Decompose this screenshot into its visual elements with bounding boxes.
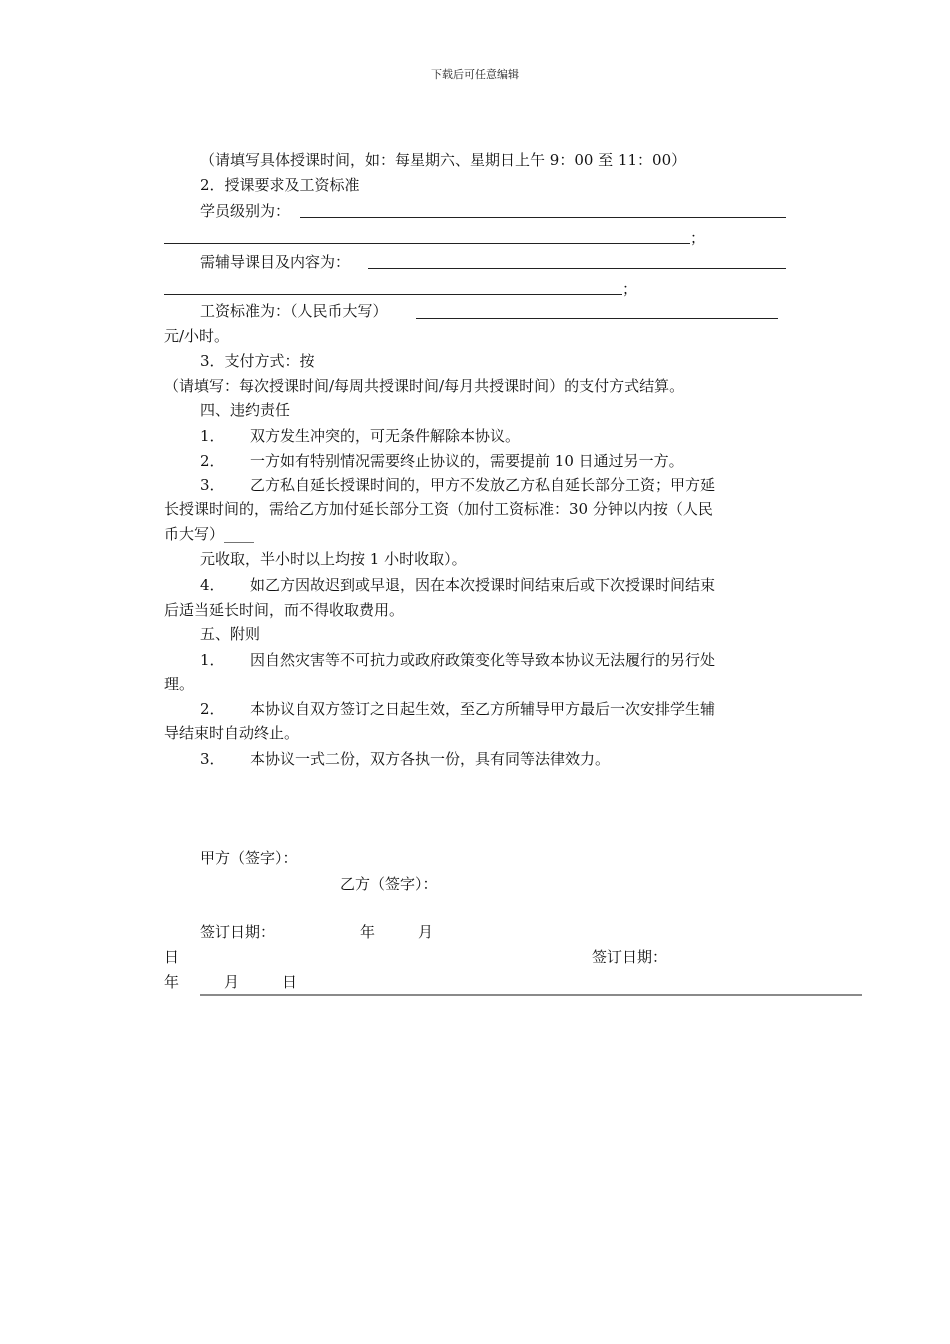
semicolon: ； <box>690 229 706 247</box>
party-b-signature: 乙方（签字）： <box>340 875 438 893</box>
student-level-label: 学员级别为： <box>200 202 291 220</box>
payment-note: （请填写：每次授课时间/每周共授课时间/每月共授课时间）的支付方式结算。 <box>164 377 685 395</box>
clause-5-3: 本协议一式二份，双方各执一份，具有同等法律效力。 <box>250 750 611 768</box>
page-header: 下载后可任意编辑 <box>431 68 519 81</box>
payment-method: 3．支付方式：按 <box>200 352 315 370</box>
date-b-month: 月 <box>224 973 240 991</box>
clause-5-2-cont: 导结束时自动终止。 <box>164 724 300 742</box>
clause-4-2: 一方如有特别情况需要终止协议的，需要提前 10 日通过另一方。 <box>250 452 684 470</box>
date-a-year: 年 <box>360 923 376 941</box>
student-level-line-cont[interactable] <box>164 243 690 244</box>
clause-4-3: 乙方私自延长授课时间的，甲方不发放乙方私自延长部分工资；甲方延 <box>250 476 716 494</box>
clause-4-3-num: 3． <box>200 476 225 494</box>
date-a-label: 签订日期： <box>200 923 276 941</box>
clause-5-3-num: 3． <box>200 750 225 768</box>
wage-label: 工资标准为：（人民币大写） <box>200 302 388 320</box>
date-b-label: 签订日期： <box>592 948 668 966</box>
clause-4-4-cont: 后适当延长时间，而不得收取费用。 <box>164 601 405 619</box>
section-4-heading: 四、违约责任 <box>200 401 291 419</box>
party-a-signature: 甲方（签字）： <box>200 849 298 867</box>
date-a-month: 月 <box>418 923 434 941</box>
clause-5-1-num: 1． <box>200 651 225 669</box>
clause-5-2: 本协议自双方签订之日起生效，至乙方所辅导甲方最后一次安排学生辅 <box>250 700 716 718</box>
date-b-day: 日 <box>282 973 298 991</box>
subjects-label: 需辅导课目及内容为： <box>200 253 351 271</box>
wage-unit: 元/小时。 <box>164 327 230 345</box>
section-2-heading: 2．授课要求及工资标准 <box>200 176 360 194</box>
clause-4-1: 双方发生冲突的，可无条件解除本协议。 <box>250 427 521 445</box>
clause-5-1-cont: 理。 <box>164 675 195 693</box>
semicolon: ； <box>622 280 638 298</box>
clause-4-3-cont3: 元收取，半小时以上均按 1 小时收取）。 <box>200 550 467 568</box>
clause-5-1: 因自然灾害等不可抗力或政府政策变化等导致本协议无法履行的另行处 <box>250 651 716 669</box>
clause-4-1-num: 1． <box>200 427 225 445</box>
clause-4-4: 如乙方因故迟到或早退，因在本次授课时间结束后或下次授课时间结束 <box>250 576 716 594</box>
clause-5-2-num: 2． <box>200 700 225 718</box>
wage-line[interactable] <box>416 318 778 319</box>
clause-4-3-cont: 长授课时间的，需给乙方加付延长部分工资（加付工资标准：30 分钟以内按（人民 <box>164 500 713 518</box>
date-b-year: 年 <box>164 973 180 991</box>
student-level-line[interactable] <box>300 217 786 218</box>
clause-4-2-num: 2． <box>200 452 225 470</box>
date-a-day: 日 <box>164 948 180 966</box>
section-5-heading: 五、附则 <box>200 625 261 643</box>
clause-4-3-cont2: 币大写）____ <box>164 525 255 543</box>
schedule-note: （请填写具体授课时间，如：每星期六、星期日上午 9：00 至 11：00） <box>200 151 687 169</box>
subjects-line[interactable] <box>368 268 786 269</box>
clause-4-4-num: 4． <box>200 576 225 594</box>
subjects-line-cont[interactable] <box>164 294 622 295</box>
footer-rule <box>200 994 862 996</box>
